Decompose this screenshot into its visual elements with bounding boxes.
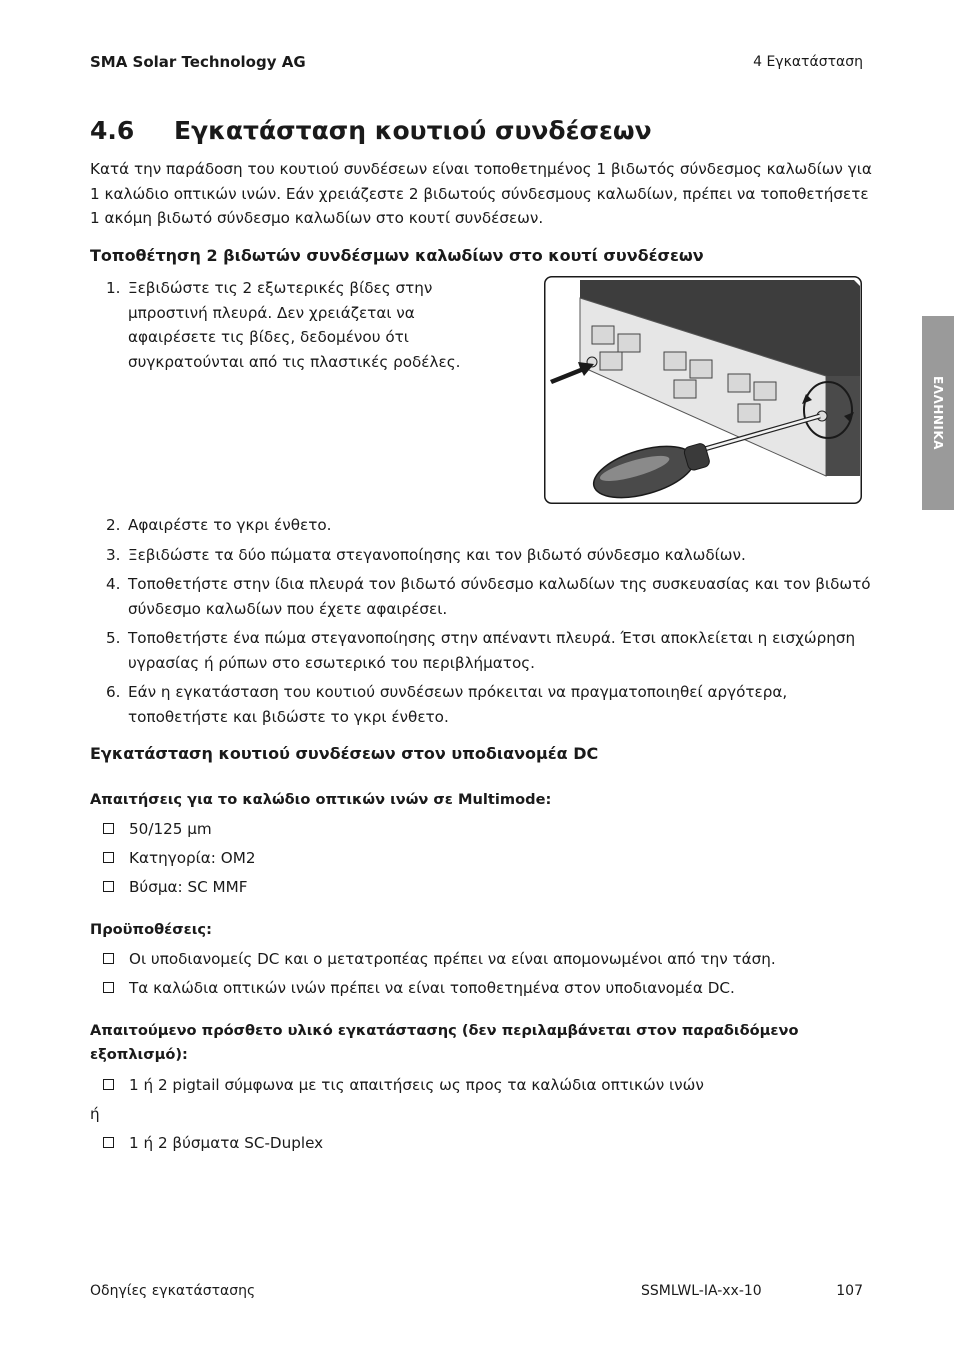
- checklist-item: [90, 817, 880, 841]
- checkbox-icon: [103, 1079, 114, 1090]
- step-number: 1.: [106, 279, 121, 297]
- checklist-text: Τα καλώδια οπτικών ινών πρέπει να είναι τοποθετημένα στον υποδιανομέα DC.: [129, 979, 735, 997]
- step-number: 4.: [106, 575, 121, 593]
- checklist-item: [90, 846, 880, 870]
- header-company: SMA Solar Technology AG: [90, 53, 306, 71]
- header-chapter: 4 Εγκατάσταση: [753, 54, 863, 70]
- checklist-item: [90, 976, 880, 1000]
- step-item: [90, 543, 880, 568]
- step-item: [90, 276, 470, 374]
- section-number: 4.6: [90, 116, 135, 145]
- step-number: 6.: [106, 683, 121, 701]
- checkbox-icon: [103, 1137, 114, 1148]
- step-text: Αφαιρέστε το γκρι ένθετο.: [128, 516, 332, 534]
- step-item: [90, 572, 880, 621]
- step-number: 3.: [106, 545, 121, 564]
- step-item: [90, 626, 880, 675]
- illustration-screwdriver-junction-box: [544, 276, 862, 504]
- checklist-text: 1 ή 2 βύσματα SC-Duplex: [129, 1134, 324, 1152]
- checklist-text: Οι υποδιανομείς DC και ο μετατροπέας πρέπει να είναι απομονωμένοι από την τάση.: [129, 950, 776, 968]
- footer-doc-type: Οδηγίες εγκατάστασης: [90, 1283, 256, 1299]
- subsection-title-cable-glands: Τοποθέτηση 2 βιδωτών συνδέσμων καλωδίων στο κουτί συνδέσεων: [90, 246, 704, 265]
- checkbox-icon: [103, 823, 114, 834]
- step-text: Ξεβιδώστε τα δύο πώματα στεγανοποίησης και τον βιδωτό σύνδεσμο καλωδίων.: [128, 545, 746, 564]
- or-separator: ή: [90, 1105, 100, 1123]
- step-number: 2.: [106, 516, 121, 534]
- checklist-item: [90, 1073, 880, 1097]
- footer-page-number: 107: [836, 1283, 863, 1299]
- checklist-item: [90, 1131, 880, 1155]
- checklist-text: Βύσμα: SC MMF: [129, 878, 248, 896]
- step-item: [90, 513, 880, 538]
- checkbox-icon: [103, 982, 114, 993]
- preconditions-title: Προϋποθέσεις:: [90, 921, 212, 938]
- checklist-item: [90, 947, 880, 971]
- section-intro: Κατά την παράδοση του κουτιού συνδέσεων είναι τοποθετημένος 1 βιδωτός σύνδεσμος καλωδίων για 1 καλώδιο οπτικών ινών. Εάν χρειάζεστε 2 βιδωτούς σύνδεσμους καλωδίων, πρέπει να τοποθετήσετε 1 ακόμη βιδωτό σύνδεσμο καλωδίων στο κουτί συνδέσεων.: [90, 160, 872, 227]
- step-item: [90, 680, 880, 729]
- fiber-requirements-title: Απαιτήσεις για το καλώδιο οπτικών ινών σε Multimode:: [90, 791, 552, 808]
- additional-material-list: [90, 1073, 880, 1155]
- checkbox-icon: [103, 953, 114, 964]
- checklist-text: 1 ή 2 pigtail σύμφωνα με τις απαιτήσεις ως προς τα καλώδια οπτικών ινών: [129, 1076, 704, 1094]
- step-text: Εάν η εγκατάσταση του κουτιού συνδέσεων πρόκειται να πραγματοποιηθεί αργότερα, τοποθετήστε και βιδώστε το γκρι ένθετο.: [128, 683, 788, 726]
- steps-list-continued: [90, 513, 880, 729]
- preconditions-list: [90, 947, 880, 1000]
- step-text: Τοποθετήστε ένα πώμα στεγανοποίησης στην απέναντι πλευρά. Έτσι αποκλείεται η εισχώρηση υγρασίας ή ρύπων στο εσωτερικό του περιβλήματος.: [128, 629, 856, 672]
- checklist-text: Κατηγορία: OM2: [129, 849, 256, 867]
- language-tab-label: ΕΛΛΗΝΙΚΑ: [931, 376, 945, 450]
- language-side-tab: [922, 316, 954, 510]
- step-text: Τοποθετήστε στην ίδια πλευρά τον βιδωτό σύνδεσμο καλωδίων της συσκευασίας και τον βιδωτό σύνδεσμο καλωδίων που έχετε αφαιρέσει.: [128, 575, 871, 618]
- additional-material-title: Απαιτούμενο πρόσθετο υλικό εγκατάστασης (δεν περιλαμβάνεται στον παραδιδόμενο εξοπλισμό):: [90, 1022, 799, 1063]
- checkbox-icon: [103, 881, 114, 892]
- checklist-text: 50/125 µm: [129, 820, 212, 838]
- subsection-title-dc-distributor: Εγκατάσταση κουτιού συνδέσεων στον υποδιανομέα DC: [90, 744, 599, 763]
- step-text: Ξεβιδώστε τις 2 εξωτερικές βίδες στην μπροστινή πλευρά. Δεν χρειάζεται να αφαιρέσετε τις βίδες, δεδομένου ότι συγκρατούνται από τις πλαστικές ροδέλες.: [128, 279, 461, 371]
- checklist-item: [90, 875, 880, 899]
- fiber-requirements-list: [90, 817, 880, 899]
- checkbox-icon: [103, 852, 114, 863]
- step-number: 5.: [106, 629, 121, 647]
- section-title: Εγκατάσταση κουτιού συνδέσεων: [174, 116, 652, 145]
- footer-doc-code: SSMLWL-IA-xx-10: [641, 1283, 762, 1299]
- steps-list-first: [90, 276, 470, 374]
- section-heading: [90, 116, 652, 145]
